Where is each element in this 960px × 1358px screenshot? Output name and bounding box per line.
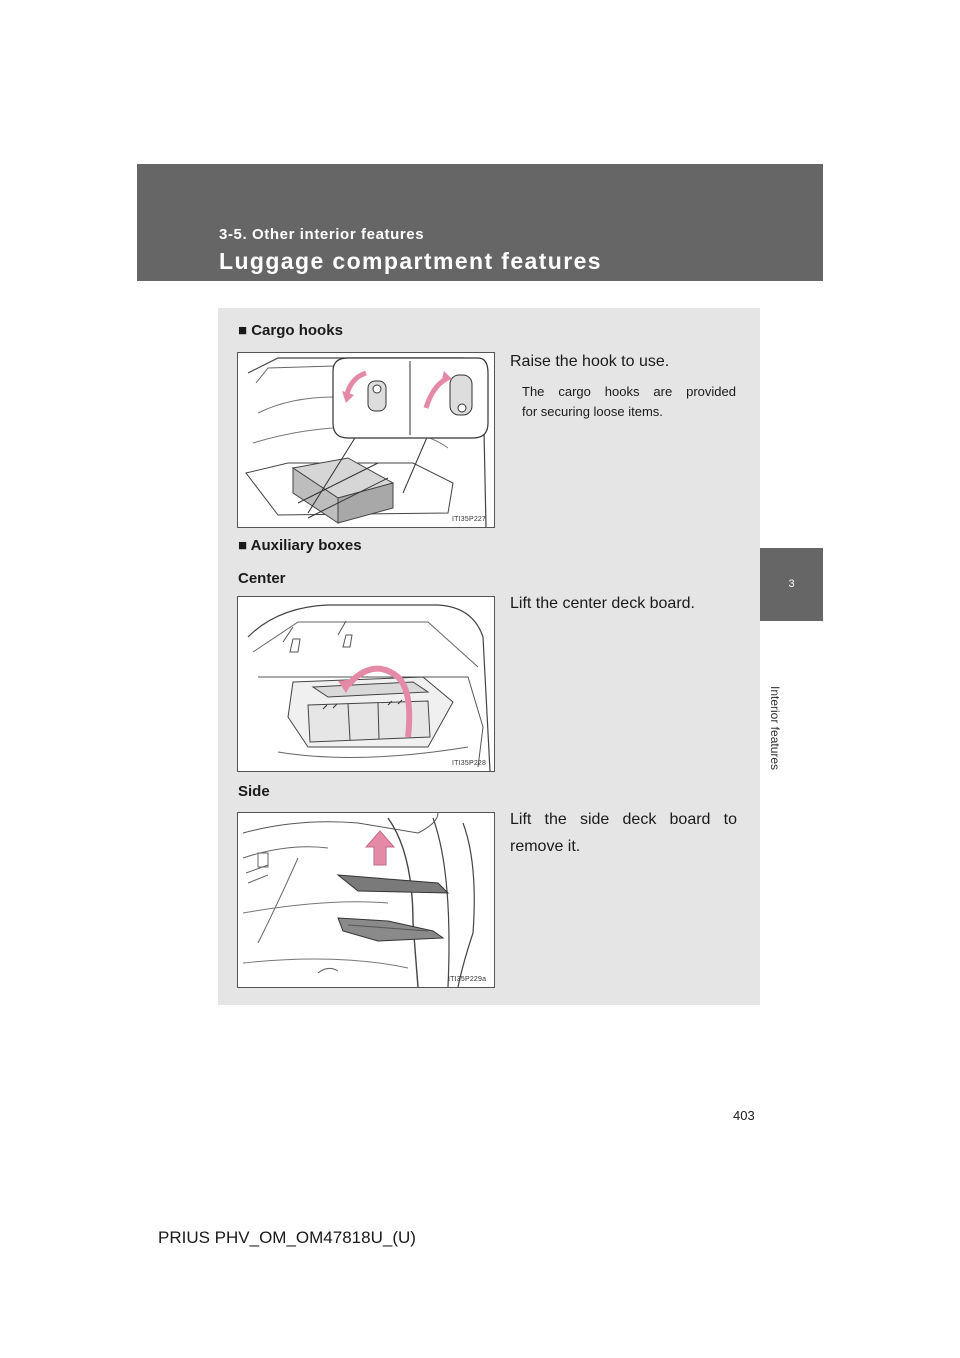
chapter-tab-number: 3 bbox=[788, 578, 795, 590]
chapter-tab-label: Interior features bbox=[768, 686, 782, 771]
page-number: 403 bbox=[733, 1108, 755, 1123]
center-subheading: Center bbox=[238, 570, 286, 587]
auxiliary-boxes-heading: ■ Auxiliary boxes bbox=[238, 537, 362, 554]
page-title: Luggage compartment features bbox=[219, 248, 602, 274]
center-instruction: Lift the center deck board. bbox=[510, 595, 695, 612]
side-instruction-line1: Lift the side deck board to bbox=[510, 811, 737, 828]
side-subheading: Side bbox=[238, 783, 270, 800]
cargo-hooks-note-line1: The cargo hooks are provided bbox=[522, 384, 736, 399]
section-label: 3-5. Other interior features bbox=[219, 226, 425, 243]
cargo-hooks-illustration bbox=[237, 352, 495, 528]
center-box-illustration bbox=[237, 596, 495, 772]
cargo-hooks-instruction: Raise the hook to use. bbox=[510, 353, 670, 370]
cargo-hooks-heading: ■ Cargo hooks bbox=[238, 322, 343, 339]
document-code: PRIUS PHV_OM_OM47818U_(U) bbox=[158, 1228, 416, 1247]
figure-id-cargo-hooks: ITI35P227 bbox=[452, 516, 487, 523]
side-instruction-line2: remove it. bbox=[510, 838, 581, 855]
figure-id-side-box: ITI35P229a bbox=[448, 976, 487, 983]
side-box-illustration bbox=[237, 812, 495, 988]
cargo-hooks-note-line2: for securing loose items. bbox=[522, 404, 663, 419]
figure-id-center-box: ITI35P228 bbox=[452, 760, 487, 767]
